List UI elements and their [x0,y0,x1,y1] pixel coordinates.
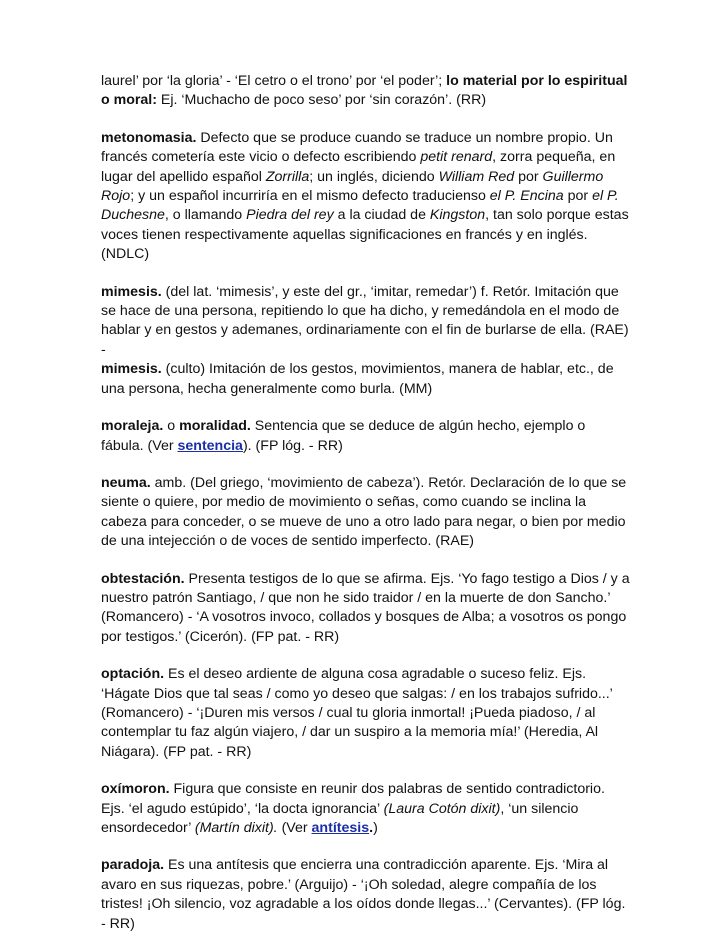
italic-text: el P. Encina [489,188,564,205]
entry-term: metonomasia. [101,129,197,146]
entry-text: por [563,188,593,205]
entry-text: Sentencia que se deduce de algún hecho, ejemplo o fábula. (Ver [101,418,586,454]
entry-text: Defecto que se produce cuando se traduce un nombre propio. Un francés cometería este vicio o defecto escribiendo [101,129,613,166]
glossary-page [101,72,631,952]
entry-text: amb. (Del griego, ‘movimiento de cabeza’). Retór. Declaración de lo que se siente o quiere, por medio de movimiento o señas, como cuando se inclina la cabeza para conceder, o se mueve de uno a otro lado para negar, o bien por medio de una intejección o de voces de sentido imperfecto. (RAE) [101,474,627,550]
entry-mimesis-rae [101,283,631,361]
entry-text: Presenta testigos de lo que se afirma. Ejs. ‘Yo fago testigo a Dios / y a nuestro patrón Santiago, / que non he sido traidor / en la muerte de don Sancho.’ (Romancero) - ‘A vosotros invoco, collados y bosques de Alba; a vosotros os pongo por testigos.’ (Cicerón). (FP pat. - RR) [101,570,630,645]
entry-term: mimesis. [101,361,162,378]
italic-text: William Red [438,168,515,185]
entry-text: Es una antítesis que encierra una contradicción aparente. Ejs. ‘Mira al avaro en sus riquezas, pobre.’ (Arguijo) - ‘¡Oh soledad, alegre compañía de los tristes! ¡Oh silencio, voz agradable a los oídos donde llegas...’ (Cervantes). (FP lóg. - RR) [101,857,626,932]
entry-oximoron [101,780,631,838]
entry-term: moraleja. [101,418,164,435]
entry-text: (del lat. ‘mimesis’, y este del gr., ‘imitar, remedar’) f. Retór. Imitación que se hace de una persona, repitiendo lo que ha dicho, y remedándola en el modo de hablar y en gestos y ademanes, ordinariamente con el fin de burlarse de ella. (RAE) - [101,283,629,358]
bold-text: . [369,820,374,836]
italic-text: Kingston [429,207,486,224]
entry-text: Es el deseo ardiente de alguna cosa agradable o suceso feliz. Ejs. ‘Hágate Dios que tal seas / como yo deseo que salgas: / en los trabajos sufrido...’ (Romancero) - ‘¡Duren mis versos / cual tu gloria inmortal! ¡Pueda piadoso, / al contemplar tu faz algún viajero, / dar un suspiro a la memoria mía!’ (Heredia, Al Niágara). (FP pat. - RR) [101,666,613,760]
entry-text: laurel’ por ‘la gloria’ - ‘El cetro o el trono’ por ‘el poder’; [101,73,447,89]
entry-text: ). (FP lóg. - RR) [242,437,343,454]
italic-text: Piedra del rey [246,207,334,224]
italic-text: el P. Duchesne [101,188,619,224]
entry-text: , o llamando [164,207,247,224]
entry-continuation [101,72,631,111]
entry-text: Ej. ‘Muchacho de poco seso’ por ‘sin corazón’. (RR) [156,92,487,109]
entry-term: paradoja. [101,857,165,874]
entry-text: por [514,168,543,185]
entry-text: Figura que consiste en reunir dos palabras de sentido contradictorio. Ejs. ‘el agudo estúpido’, ‘la docta ignorancia’ [101,781,605,817]
italic-text: Zorrilla [265,168,310,185]
entry-neuma [101,474,631,552]
entry-text: (Ver [277,820,312,836]
entry-term: optación. [101,666,165,683]
bold-text: moralidad. [179,418,251,435]
entry-text: , ‘un silencio ensordecedor’ [101,800,579,836]
entry-text: ) [373,820,378,836]
entry-text: ; y un español incurriría en el mismo defecto traducienso [130,188,490,205]
entry-term: mimesis. [101,283,162,300]
entry-text: , zorra pequeña, en lugar del apellido español [101,149,616,185]
entry-moraleja [101,417,631,456]
entry-text: a la ciudad de [333,207,430,224]
entry-text: o [163,418,180,435]
cross-reference-link[interactable]: antítesis [311,820,370,836]
italic-text: (Martín dixit). [194,820,278,836]
entry-metonomasia [101,129,631,265]
italic-text: (Laura Cotón dixit) [383,800,501,817]
italic-text: petit renard [420,149,493,166]
entry-term: obtestación. [101,570,185,587]
entry-mimesis-mm [101,360,631,399]
entry-term: neuma. [101,474,151,491]
italic-text: Guillermo Rojo [101,168,604,205]
entry-obtestacion [101,570,631,648]
bold-text: lo material por lo espiritual o moral: [101,73,628,109]
cross-reference-link[interactable]: sentencia [177,437,243,454]
entry-paradoja [101,856,631,934]
entry-text: , tan solo porque estas voces tienen respectivamente aquellas significaciones en francés y en inglés. (NDLC) [101,207,629,263]
entry-term: oxímoron. [101,781,170,798]
entry-optacion [101,665,631,762]
entry-text: (culto) Imitación de los gestos, movimientos, manera de hablar, etc., de una persona, hecha generalmente como burla. (MM) [101,361,614,397]
entry-text: ; un inglés, diciendo [309,168,439,185]
